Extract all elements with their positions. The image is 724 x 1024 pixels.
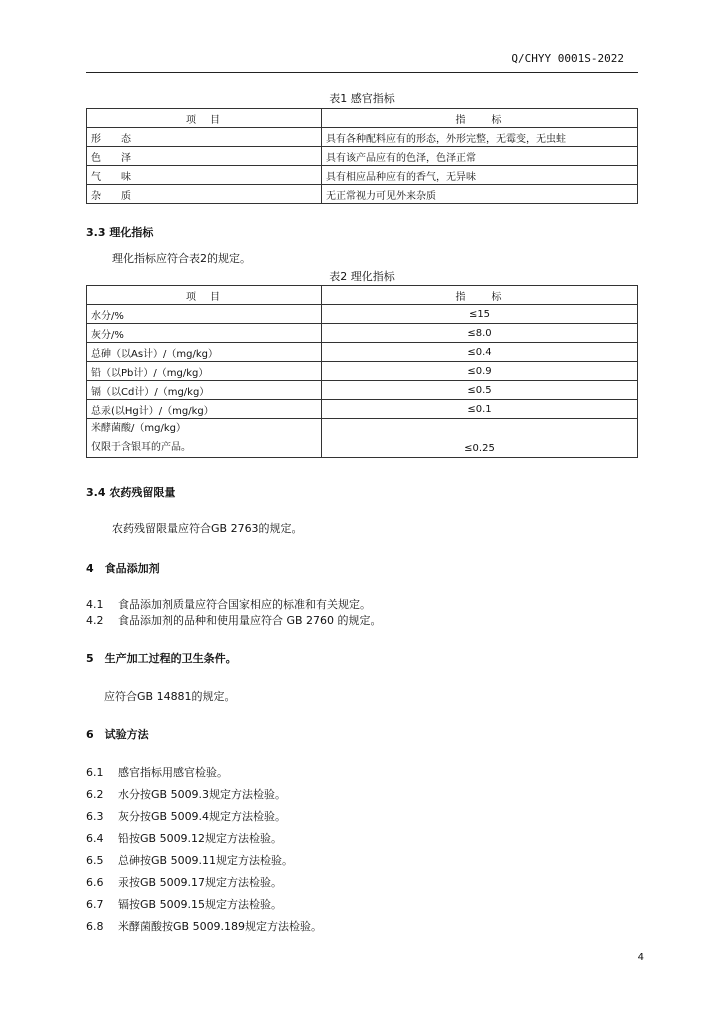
table-cell: 气 味 bbox=[87, 166, 322, 185]
paragraph: 农药残留限量应符合GB 2763的规定。 bbox=[112, 522, 303, 535]
list-item bbox=[86, 874, 282, 890]
header-rule bbox=[86, 72, 638, 73]
list-item bbox=[86, 764, 228, 780]
list-item bbox=[86, 918, 322, 934]
list-number: 4.2 bbox=[86, 614, 104, 627]
list-item bbox=[86, 612, 382, 628]
list-text: 感官指标用感官检验。 bbox=[118, 766, 228, 779]
list-item bbox=[86, 852, 293, 868]
section-title: 6 试验方法 bbox=[86, 728, 149, 741]
document-code: Q/CHYY 0001S-2022 bbox=[511, 52, 624, 65]
list-item bbox=[86, 808, 286, 824]
table-row bbox=[87, 166, 638, 185]
table-cell: 灰分/% bbox=[87, 324, 322, 343]
table1-caption: 表1 感官指标 bbox=[329, 92, 395, 105]
table-row bbox=[87, 419, 638, 458]
table-row bbox=[87, 343, 638, 362]
column-header-item: 项 目 bbox=[87, 109, 322, 128]
table-cell: 总汞(以Hg计）/（mg/kg） bbox=[87, 400, 322, 419]
table-row bbox=[87, 128, 638, 147]
table2-caption: 表2 理化指标 bbox=[329, 270, 395, 283]
table-cell: ≤0.5 bbox=[322, 381, 638, 400]
table-cell: ≤15 bbox=[322, 305, 638, 324]
table-cell: 形 态 bbox=[87, 128, 322, 147]
physicochemical-table bbox=[86, 285, 638, 458]
table-cell: 色 泽 bbox=[87, 147, 322, 166]
cell-line: 仅限于含银耳的产品。 bbox=[91, 442, 191, 453]
table-row bbox=[87, 381, 638, 400]
table-cell: 杂 质 bbox=[87, 185, 322, 204]
list-number: 6.3 bbox=[86, 810, 104, 823]
table-header-row bbox=[87, 286, 638, 305]
table-cell: 具有该产品应有的色泽，色泽正常 bbox=[322, 147, 638, 166]
table-header-row bbox=[87, 109, 638, 128]
section-title: 3.3 理化指标 bbox=[86, 226, 154, 239]
list-number: 4.1 bbox=[86, 598, 104, 611]
list-number: 6.2 bbox=[86, 788, 104, 801]
section-title: 3.4 农药残留限量 bbox=[86, 486, 176, 499]
table-cell: ≤0.4 bbox=[322, 343, 638, 362]
list-number: 6.5 bbox=[86, 854, 104, 867]
column-header-index: 指 标 bbox=[322, 286, 638, 305]
list-text: 食品添加剂的品种和使用量应符合 GB 2760 的规定。 bbox=[118, 614, 382, 627]
table-cell: 水分/% bbox=[87, 305, 322, 324]
table-cell: 铅（以Pb计）/（mg/kg） bbox=[87, 362, 322, 381]
table-cell: 具有相应品种应有的香气，无异味 bbox=[322, 166, 638, 185]
list-number: 6.8 bbox=[86, 920, 104, 933]
list-item bbox=[86, 596, 371, 612]
list-item bbox=[86, 830, 282, 846]
section-title: 5 生产加工过程的卫生条件。 bbox=[86, 652, 237, 665]
cell-line: 米酵菌酸/（mg/kg） bbox=[91, 423, 186, 434]
paragraph: 应符合GB 14881的规定。 bbox=[104, 690, 236, 703]
list-text: 食品添加剂质量应符合国家相应的标准和有关规定。 bbox=[118, 598, 371, 611]
table-cell: 镉（以Cd计）/（mg/kg） bbox=[87, 381, 322, 400]
table-row bbox=[87, 362, 638, 381]
list-text: 米酵菌酸按GB 5009.189规定方法检验。 bbox=[118, 920, 323, 933]
list-number: 6.7 bbox=[86, 898, 104, 911]
list-item bbox=[86, 896, 282, 912]
table-row bbox=[87, 147, 638, 166]
list-text: 铅按GB 5009.12规定方法检验。 bbox=[118, 832, 283, 845]
list-text: 总砷按GB 5009.11规定方法检验。 bbox=[118, 854, 294, 867]
table-cell: ≤8.0 bbox=[322, 324, 638, 343]
table-cell: ≤0.25 bbox=[322, 419, 638, 458]
table-cell: ≤0.1 bbox=[322, 400, 638, 419]
column-header-item: 项 目 bbox=[87, 286, 322, 305]
page-number: 4 bbox=[637, 952, 644, 963]
list-text: 灰分按GB 5009.4规定方法检验。 bbox=[118, 810, 287, 823]
section-title: 4 食品添加剂 bbox=[86, 562, 160, 575]
list-text: 水分按GB 5009.3规定方法检验。 bbox=[118, 788, 287, 801]
list-number: 6.4 bbox=[86, 832, 104, 845]
list-text: 镉按GB 5009.15规定方法检验。 bbox=[118, 898, 283, 911]
list-item bbox=[86, 786, 286, 802]
table-cell: 总砷（以As计）/（mg/kg） bbox=[87, 343, 322, 362]
list-number: 6.1 bbox=[86, 766, 104, 779]
table-cell: ≤0.9 bbox=[322, 362, 638, 381]
table-cell: 无正常视力可见外来杂质 bbox=[322, 185, 638, 204]
column-header-index: 指 标 bbox=[322, 109, 638, 128]
table-row bbox=[87, 400, 638, 419]
table-row bbox=[87, 185, 638, 204]
table-row bbox=[87, 324, 638, 343]
table-cell: 具有各种配料应有的形态，外形完整，无霉变，无虫蛀 bbox=[322, 128, 638, 147]
list-number: 6.6 bbox=[86, 876, 104, 889]
list-text: 汞按GB 5009.17规定方法检验。 bbox=[118, 876, 283, 889]
sensory-table bbox=[86, 108, 638, 204]
table-row bbox=[87, 305, 638, 324]
table-cell bbox=[87, 419, 322, 458]
paragraph: 理化指标应符合表2的规定。 bbox=[112, 252, 251, 265]
